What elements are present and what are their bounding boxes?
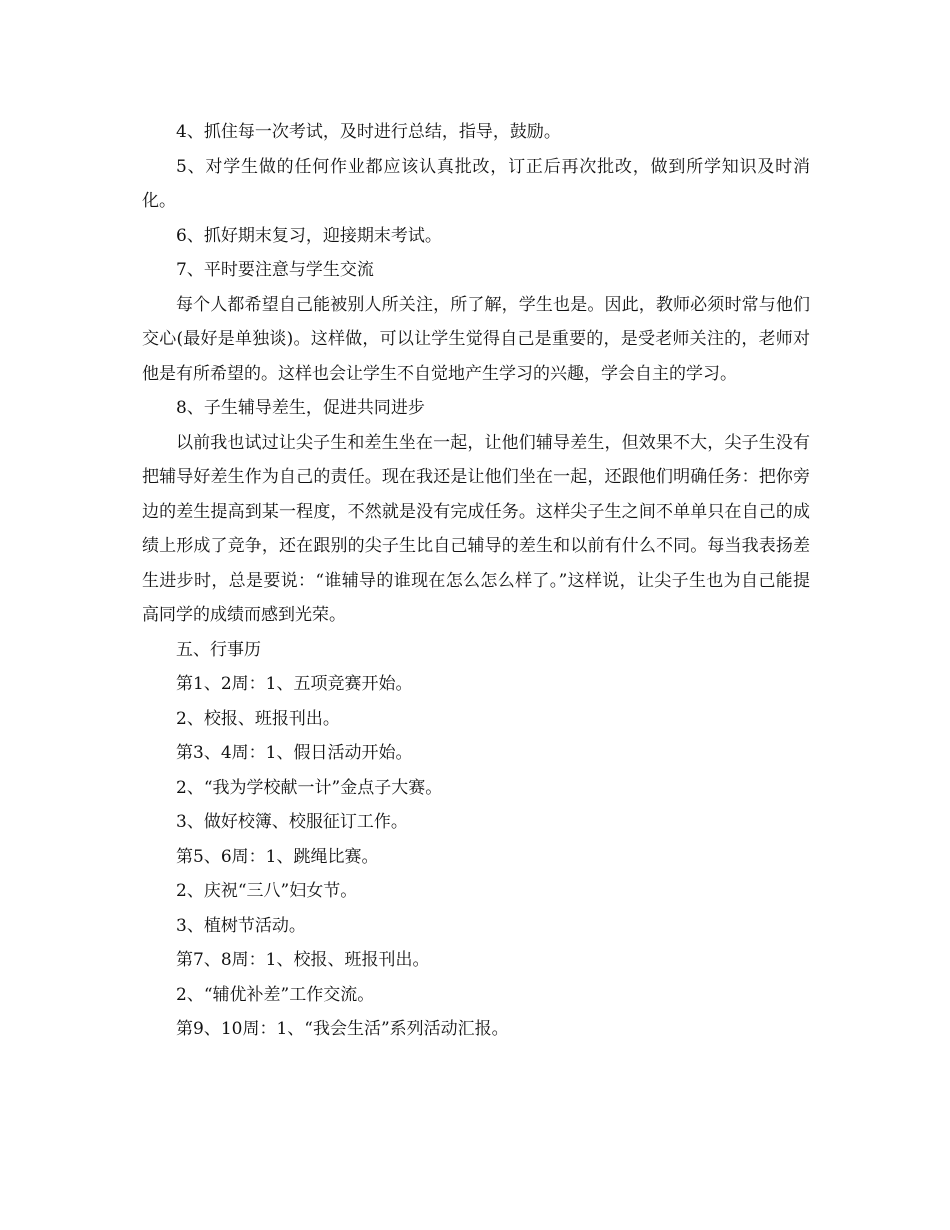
schedule-item: 2、校报、班报刊出。 <box>176 708 340 729</box>
paragraph: 6、抓好期末复习，迎接期末考试。 <box>176 225 442 246</box>
section-heading: 五、行事历 <box>176 639 261 660</box>
paragraph: 每个人都希望自己能被别人所关注，所了解，学生也是。因此，教师必须时常与他们交心(最好是单独谈)。这样做，可以让学生觉得自己是重要的，是受老师关注的，老师对他是有所希望的。这样也会让学生不自觉地产生学习的兴趣，学会自主的学习。 <box>142 294 810 384</box>
schedule-item: 2、庆祝“三八”妇女节。 <box>176 881 358 901</box>
paragraph: 5、对学生做的任何作业都应该认真批改，订正后再次批改，做到所学知识及时消化。 <box>142 156 810 211</box>
schedule-item: 2、“我为学校献一计”金点子大赛。 <box>176 777 443 798</box>
section-heading: 7、平时要注意与学生交流 <box>176 260 374 280</box>
section-heading: 8、子生辅导差生，促进共同进步 <box>176 398 425 418</box>
schedule-item: 第9、10周：1、“我会生活”系列活动汇报。 <box>176 1019 509 1039</box>
document-body <box>142 115 810 1047</box>
paragraph: 以前我也试过让尖子生和差生坐在一起，让他们辅导差生，但效果不大，尖子生没有把辅导好差生作为自己的责任。现在我还是让他们坐在一起，还跟他们明确任务：把你旁边的差生提高到某一程度，不然就是没有完成任务。这样尖子生之间不单单只在自己的成绩上形成了竞争，还在跟别的尖子生比自己辅导的差生和以前有什么不同。每当我表扬差生进步时，总是要说：“谁辅导的谁现在怎么怎么样了。”这样说，让尖子生也为自己能提高同学的成绩而感到光荣。 <box>142 432 810 625</box>
schedule-item: 3、植树节活动。 <box>176 915 306 936</box>
schedule-item: 第5、6周：1、跳绳比赛。 <box>176 846 379 867</box>
schedule-item: 第3、4周：1、假日活动开始。 <box>176 743 413 763</box>
schedule-item: 2、“辅优补差”工作交流。 <box>176 984 375 1005</box>
paragraph: 4、抓住每一次考试，及时进行总结，指导，鼓励。 <box>176 122 561 142</box>
schedule-item: 第1、2周：1、五项竞赛开始。 <box>176 674 413 694</box>
schedule-item: 第7、8周：1、校报、班报刊出。 <box>176 950 430 970</box>
schedule-item: 3、做好校簿、校服征订工作。 <box>176 812 408 832</box>
